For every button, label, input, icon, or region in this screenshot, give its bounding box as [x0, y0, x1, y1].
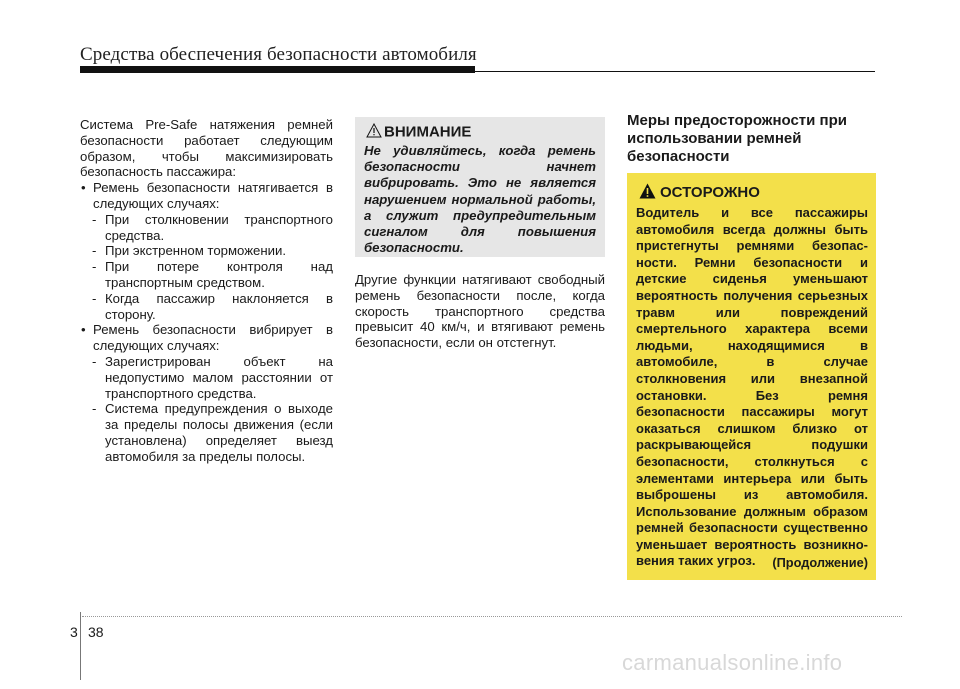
- section-number: 3: [70, 624, 78, 640]
- warning-heading: [366, 123, 471, 142]
- dash-text: При столкновении транспортного средства.: [105, 211, 333, 243]
- bullet-item: [80, 322, 333, 354]
- dash-mark: -: [92, 290, 97, 306]
- warning-body: Не удивляйтесь, когда ремень безопасности начнет вибрировать. Это не является нарушением нормальной работы, а служит предупредительным сигналом для повышения безопасности.: [364, 143, 596, 256]
- page-number: 38: [88, 624, 104, 640]
- dash-text: При экстренном торможении.: [105, 243, 287, 259]
- dash-text: Система предупреждения о выходе за пределы полосы движения (если установлена) определяет выезд автомобиля за пределы полосы.: [105, 401, 333, 464]
- watermark: carmanualsonline.info: [622, 650, 843, 675]
- continued-label: (Продолжение): [772, 555, 868, 570]
- warning-icon: [366, 123, 384, 142]
- footer-divider: [80, 612, 81, 680]
- caution-title: ОСТОРОЖНО: [660, 184, 760, 201]
- bullet-text: Ремень безопасности натягивается в следующих случаях:: [93, 180, 333, 211]
- column-left: [80, 117, 333, 465]
- dash-item: [80, 212, 333, 244]
- dash-item: [80, 354, 333, 401]
- caution-icon: [639, 183, 656, 203]
- warning-title: ВНИМАНИЕ: [384, 123, 472, 141]
- page-header-title: Средства обеспечения безопасности автомобиля: [80, 44, 477, 65]
- dash-item: [80, 259, 333, 291]
- caution-box: [627, 173, 876, 580]
- header-rule: [80, 71, 875, 72]
- intro-paragraph: Система Pre-Safe натяжения ремней безопасности работает следующим образом, чтобы максимизировать безопасность пассажира:: [80, 117, 333, 180]
- dash-mark: -: [92, 259, 97, 275]
- bullet-mark: •: [81, 322, 86, 338]
- dash-text: При потере контроля над транспортным средством.: [105, 259, 333, 290]
- dash-item: [80, 401, 333, 464]
- dash-item: [80, 243, 333, 259]
- warning-box: [355, 117, 605, 257]
- dash-mark: -: [92, 243, 97, 259]
- bullet-text: Ремень безопасности вибрирует в следующих случаях:: [93, 322, 333, 354]
- bullet-mark: •: [81, 180, 86, 196]
- caution-heading: [639, 183, 760, 203]
- footer-rule: [82, 616, 902, 617]
- dash-text: Когда пассажир наклоняется в сторону.: [105, 290, 333, 322]
- dash-item: [80, 291, 333, 323]
- bullet-item: [80, 180, 333, 212]
- section-title: Меры предосторожности при использовании ремней безопасности: [627, 112, 847, 165]
- dash-mark: -: [92, 211, 97, 227]
- dash-text: Зарегистрирован объект на недопустимо малом расстоянии от транспортного средства.: [105, 353, 333, 401]
- caution-body: Водитель и все пассажиры автомобиля всегда должны быть пристегнуты ремнями безопас-ности. Ремни безопасности и детские сиденья уменьшают вероятность получения серьезных травм или повреждений смертельного характера всеми людьми, находящимися в автомобиле, в случае столкновения или внезапной остановки. Без ремня безопасности пассажиры могут оказаться слишком близко от раскрывающейся подушки безопасности, столкнуться с элементами интерьера или быть выброшены из автомобиля. Использование должным образом ремней безопасности существенно уменьшает вероятность возникно-вения таких угроз.: [636, 205, 868, 569]
- dash-mark: -: [92, 353, 97, 369]
- functions-paragraph: Другие функции натягивают свободный ремень безопасности после, когда скорость транспортного средства превысит 40 км/ч, и втягивают ремень безопасности, если он отстегнут.: [355, 272, 605, 351]
- dash-mark: -: [92, 401, 97, 417]
